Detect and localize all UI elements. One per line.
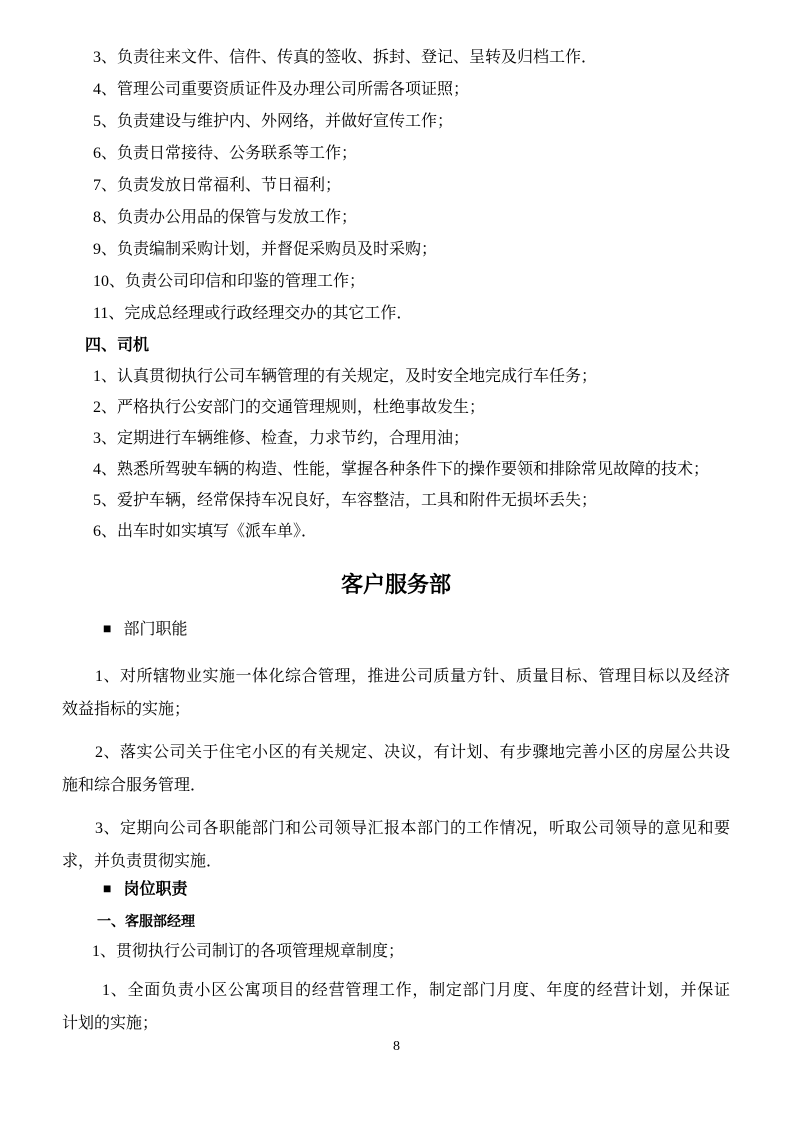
black-square-icon: ■ [103,622,112,637]
functions-header-label: 部门职能 [123,621,188,638]
list-item: 1、认真贯彻执行公司车辆管理的有关规定，及时安全地完成行车任务； [93,368,598,385]
paragraph-line: 2、落实公司关于住宅小区的有关规定、决议，有计划、有步骤地完善小区的房屋公共设 [95,744,730,761]
list-item: 7、负责发放日常福利、节日福利； [93,177,342,194]
list-item: 9、负责编制采购计划，并督促采购员及时采购； [93,241,438,258]
paragraph-line: 3、定期向公司各职能部门和公司领导汇报本部门的工作情况，听取公司领导的意见和要 [95,820,730,837]
paragraph [62,660,730,726]
list-item: 4、熟悉所驾驶车辆的构造、性能，掌握各种条件下的操作要领和排除常见故障的技术； [93,461,710,478]
paragraph [62,974,730,1040]
list-item: 3、定期进行车辆维修、检查，力求节约，合理用油； [93,430,470,447]
paragraph-line: 计划的实施； [62,1015,159,1032]
paragraph-line: 求，并负责贯彻实施． [62,853,223,870]
paragraph-line: 1、全面负责小区公寓项目的经营管理工作，制定部门月度、年度的经营计划，并保证 [102,982,730,999]
section-title: 客户服务部 [340,572,451,597]
list-item: 2、严格执行公安部门的交通管理规则，杜绝事故发生； [93,399,486,416]
list-item: 6、负责日常接待、公务联系等工作； [93,145,358,162]
functions-header [62,620,730,640]
manager-subheading: 一、客服部经理 [97,915,195,930]
list-item: 11、完成总经理或行政经理交办的其它工作． [93,305,413,322]
paragraph-line: 效益指标的实施； [62,701,191,718]
list-item: 3、负责往来文件、信件、传真的签收、拆封、登记、呈转及归档工作． [93,49,598,66]
list-item: 4、管理公司重要资质证件及办理公司所需各项证照； [93,81,470,98]
paragraph-line: 1、对所辖物业实施一体化综合管理，推进公司质量方针、质量目标、管理目标以及经济 [95,668,730,685]
list-item: 8、负责办公用品的保管与发放工作； [93,209,358,226]
duties-header-label: 岗位职责 [123,881,188,898]
paragraph-line: 施和综合服务管理． [62,777,207,794]
list-item: 10、负责公司印信和印鉴的管理工作； [93,273,366,290]
driver-section-heading: 四、司机 [85,337,150,354]
list-item: 6、出车时如实填写《派车单》． [93,523,318,540]
duties-header [62,880,730,900]
list-item: 5、爱护车辆，经常保持车况良好，车容整洁，工具和附件无损坏丢失； [93,492,598,509]
paragraph [62,736,730,802]
paragraph [62,812,730,878]
page-number: 8 [393,1039,400,1054]
list-item: 1、贯彻执行公司制订的各项管理规章制度； [92,943,405,960]
black-square-icon: ■ [103,882,112,897]
list-item: 5、负责建设与维护内、外网络，并做好宣传工作； [93,113,454,130]
